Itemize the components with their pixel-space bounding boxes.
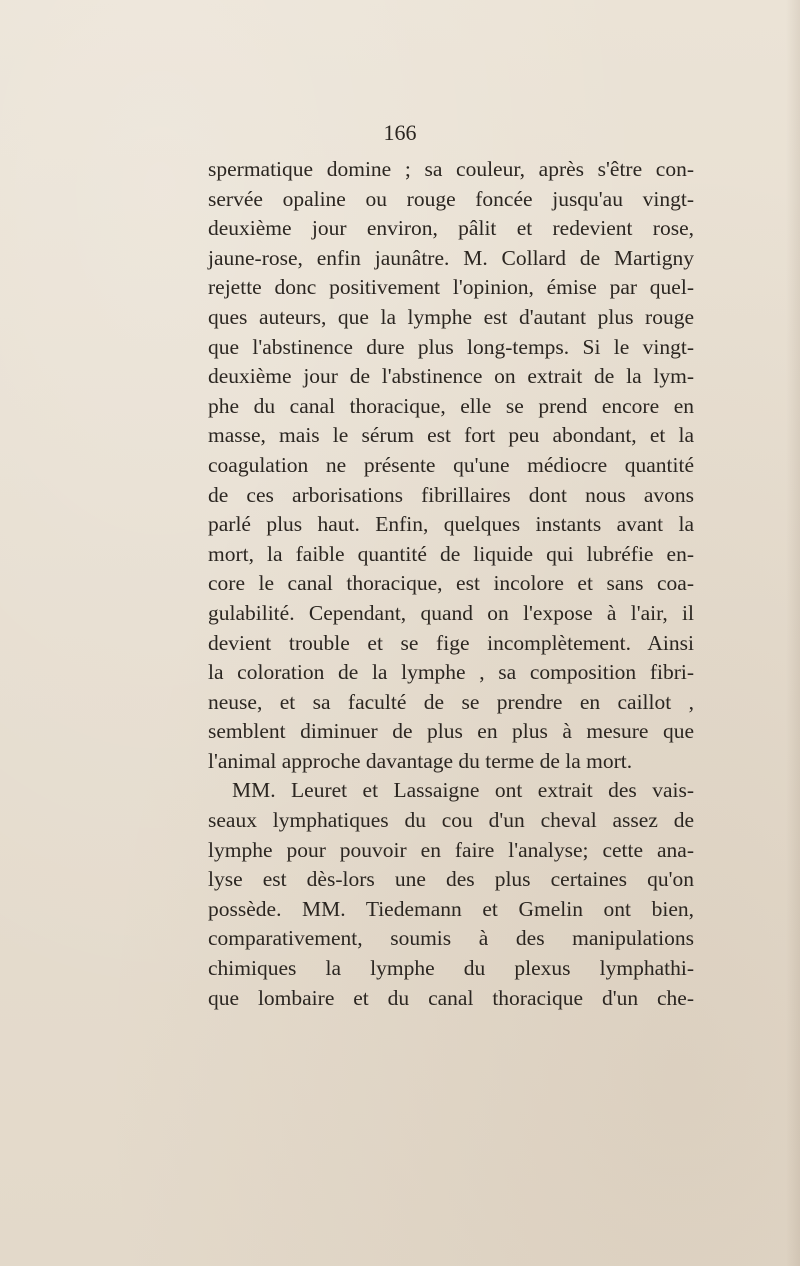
text-line: jaune-rose, enfin jaunâtre. M. Collard de Martigny bbox=[208, 245, 694, 270]
text-line: rejette donc positivement l'opinion, émise par quel- bbox=[208, 275, 694, 300]
text-line: deuxième jour environ, pâlit et redevient rose, bbox=[208, 216, 694, 241]
page-number: 166 bbox=[383, 120, 417, 145]
text-line: seaux lymphatiques du cou d'un cheval assez de bbox=[208, 808, 694, 833]
text-line: mort, la faible quantité de liquide qui lubréfie en- bbox=[208, 541, 694, 566]
text-line: deuxième jour de l'abstinence on extrait de la lym- bbox=[208, 364, 694, 389]
text-line: de ces arborisations fibrillaires dont nous avons bbox=[208, 482, 694, 507]
text-line: chimiques la lymphe du plexus lymphathi- bbox=[208, 956, 694, 981]
text-line: neuse, et sa faculté de se prendre en caillot , bbox=[208, 689, 694, 714]
page-edge-shadow bbox=[786, 0, 800, 1266]
text-line: que l'abstinence dure plus long-temps. Si le vingt- bbox=[208, 334, 694, 359]
body-text bbox=[208, 155, 694, 1013]
text-line: masse, mais le sérum est fort peu abondant, et la bbox=[208, 423, 694, 448]
text-line: core le canal thoracique, est incolore et sans coa- bbox=[208, 571, 694, 596]
text-line: parlé plus haut. Enfin, quelques instants avant la bbox=[208, 512, 694, 537]
text-line: lymphe pour pouvoir en faire l'analyse; cette ana- bbox=[208, 837, 694, 862]
text-line: possède. MM. Tiedemann et Gmelin ont bien, bbox=[208, 896, 694, 921]
text-line: gulabilité. Cependant, quand on l'expose à l'air, il bbox=[208, 600, 694, 625]
text-line: que lombaire et du canal thoracique d'un che- bbox=[208, 985, 694, 1010]
text-line: coagulation ne présente qu'une médiocre quantité bbox=[208, 452, 694, 477]
paragraph-end-line: l'animal approche davantage du terme de la mort. bbox=[208, 748, 633, 773]
text-line: devient trouble et se fige incomplètement. Ainsi bbox=[208, 630, 694, 655]
text-line: semblent diminuer de plus en plus à mesure que bbox=[208, 719, 694, 744]
text-line: la coloration de la lymphe , sa composition fibri- bbox=[208, 660, 694, 685]
text-line: lyse est dès-lors une des plus certaines qu'on bbox=[208, 867, 694, 892]
text-line: ques auteurs, que la lymphe est d'autant plus rouge bbox=[208, 304, 694, 329]
paragraph-start-line: MM. Leuret et Lassaigne ont extrait des vais- bbox=[232, 778, 694, 803]
text-line: servée opaline ou rouge foncée jusqu'au vingt- bbox=[208, 186, 694, 211]
text-line: phe du canal thoracique, elle se prend encore en bbox=[208, 393, 694, 418]
text-line: spermatique domine ; sa couleur, après s'être con- bbox=[208, 157, 694, 181]
text-line: comparativement, soumis à des manipulations bbox=[208, 926, 694, 951]
